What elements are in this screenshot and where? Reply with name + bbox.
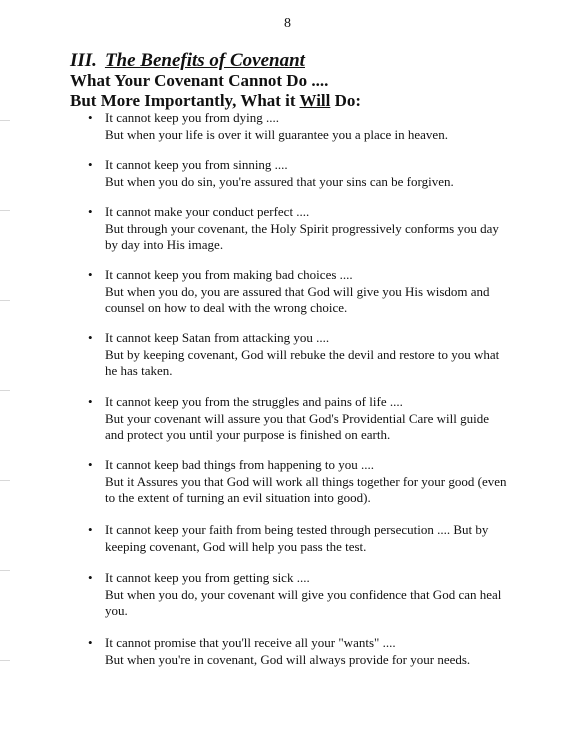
bullet-text — [105, 522, 518, 555]
scan-artifact — [0, 210, 10, 211]
section-title: The Benefits of Covenant — [104, 50, 305, 71]
section-numeral: III. — [70, 50, 97, 71]
subheading-cannot-do: What Your Covenant Cannot Do .... — [70, 71, 329, 90]
bullet-line: It cannot keep you from sinning .... — [105, 157, 288, 172]
bullet-line: keeping covenant, God will help you pass the test. — [105, 538, 367, 554]
bullet-line: and protect you until your purpose is finished on earth. — [105, 427, 391, 442]
scan-artifact — [0, 480, 10, 481]
bullet-line: But by keeping covenant, God will rebuke the devil and restore to you what — [105, 346, 500, 362]
bullet-icon: • — [88, 522, 93, 537]
bullet-line: But through your covenant, the Holy Spirit progressively conforms you day — [105, 220, 499, 236]
bullet-text — [105, 330, 518, 380]
subheading-suffix: Do: — [330, 91, 362, 110]
page-number: 8 — [284, 16, 291, 31]
bullet-line: by day into His image. — [105, 237, 224, 252]
bullet-icon: • — [88, 394, 93, 409]
bullet-line: you. — [105, 603, 128, 618]
bullet-text — [105, 457, 518, 507]
scan-artifact — [0, 390, 10, 391]
bullet-text — [105, 267, 518, 317]
bullet-line: It cannot keep you from making bad choices .... — [105, 267, 353, 282]
bullet-line: he has taken. — [105, 363, 173, 378]
section-heading — [70, 50, 305, 72]
bullet-line: It cannot keep you from getting sick .... — [105, 570, 310, 585]
bullet-icon: • — [88, 267, 93, 282]
scan-artifact — [0, 570, 10, 571]
scan-artifact — [0, 300, 10, 301]
bullet-icon: • — [88, 457, 93, 472]
bullet-line: It cannot keep bad things from happening to you .... — [105, 457, 374, 472]
bullet-line: But when you do, you are assured that God will give you His wisdom and — [105, 283, 490, 299]
bullet-line: It cannot keep your faith from being tested through persecution .... But by — [105, 522, 489, 537]
bullet-text — [105, 635, 518, 668]
bullet-icon: • — [88, 570, 93, 585]
bullet-icon: • — [88, 157, 93, 172]
bullet-line: But when you're in covenant, God will always provide for your needs. — [105, 651, 471, 667]
bullet-line: It cannot keep you from the struggles and pains of life .... — [105, 394, 403, 409]
bullet-line: to the extent of turning an evil situation into good). — [105, 490, 371, 505]
scan-artifact — [0, 120, 10, 121]
bullet-line: It cannot keep Satan from attacking you .... — [105, 330, 330, 345]
subheading-prefix: But More Importantly, What it — [70, 91, 300, 110]
bullet-line: It cannot keep you from dying .... — [105, 110, 280, 125]
bullet-icon: • — [88, 204, 93, 219]
bullet-line: But it Assures you that God will work all things together for your good (even — [105, 473, 507, 489]
bullet-text — [105, 110, 518, 143]
bullet-line: It cannot make your conduct perfect .... — [105, 204, 310, 219]
bullet-icon: • — [88, 330, 93, 345]
scan-artifact — [0, 660, 10, 661]
bullet-text — [105, 570, 518, 620]
bullet-text — [105, 204, 518, 254]
bullet-line: It cannot promise that you'll receive all your "wants" .... — [105, 635, 396, 650]
bullet-line: But when you do, your covenant will give you confidence that God can heal — [105, 586, 502, 602]
subheading-will-do — [70, 91, 361, 111]
bullet-text — [105, 394, 518, 444]
bullet-icon: • — [88, 635, 93, 650]
bullet-line: But your covenant will assure you that God's Providential Care will guide — [105, 410, 489, 426]
bullet-line: But when you do sin, you're assured that your sins can be forgiven. — [105, 173, 454, 189]
bullet-line: But when your life is over it will guarantee you a place in heaven. — [105, 126, 448, 142]
bullet-icon: • — [88, 110, 93, 125]
bullet-line: counsel on how to deal with the wrong choice. — [105, 300, 348, 315]
subheading-emphasis: Will — [299, 91, 331, 110]
bullet-text — [105, 157, 518, 190]
